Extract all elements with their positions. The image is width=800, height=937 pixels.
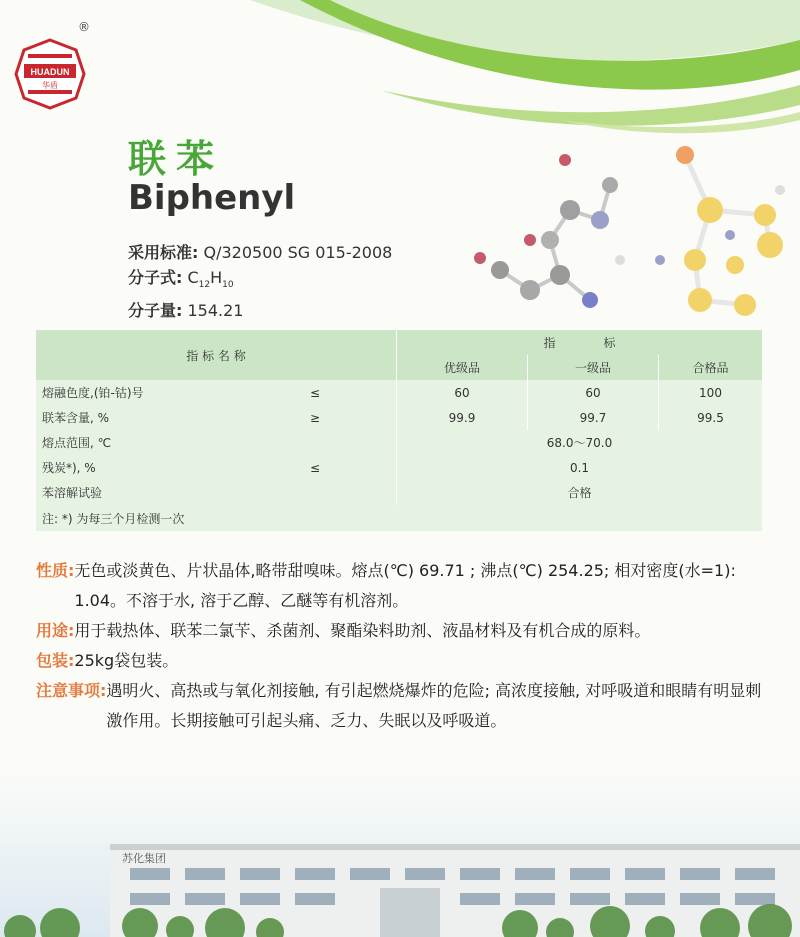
product-properties [36, 556, 766, 736]
huadun-logo [14, 38, 86, 110]
property-label: 注意事项: [36, 681, 107, 700]
table-row [36, 480, 762, 505]
row-merged-value: 合格 [397, 480, 763, 505]
row-operator: ≥ [304, 405, 397, 430]
formula-label: 分子式: [128, 268, 183, 287]
table-row [36, 380, 762, 405]
mw-value: 154.21 [187, 301, 244, 321]
property-text: 25kg袋包装。 [74, 651, 179, 670]
standard-label: 采用标准: [128, 243, 199, 262]
row-operator: ≤ [304, 380, 397, 405]
grade-header: 合格品 [659, 355, 763, 380]
property-nature [36, 556, 766, 616]
table-row [36, 455, 762, 480]
header-indicator: 指 标 [397, 330, 763, 355]
row-value: 100 [659, 380, 763, 405]
header-indicator-name: 指 标 名 称 [36, 330, 397, 380]
logo-cn-text: 华盾 [42, 81, 58, 90]
property-label: 包装: [36, 651, 75, 670]
row-value: 60 [528, 380, 659, 405]
property-text: 遇明火、高热或与氧化剂接触, 有引起燃烧爆炸的危险; 高浓度接触, 对呼吸道和眼睛有明显刺激作用。长期接触可引起头痛、乏力、失眠以及呼吸道。 [106, 681, 762, 730]
grade-header: 一级品 [528, 355, 659, 380]
row-name: 联苯含量, % [36, 405, 304, 430]
row-operator [304, 480, 397, 505]
logo-text: HUADUN [30, 67, 70, 77]
table-row [36, 405, 762, 430]
property-usage [36, 616, 766, 646]
factory-building-image [0, 768, 800, 937]
product-title-cn: 联苯 [128, 137, 225, 181]
row-merged-value: 0.1 [397, 455, 763, 480]
row-value: 99.7 [528, 405, 659, 430]
row-operator [304, 430, 397, 455]
building-sign: 苏化集团 [122, 852, 166, 865]
row-value: 60 [397, 380, 528, 405]
row-value: 99.9 [397, 405, 528, 430]
standard-value: Q/320500 SG 015-2008 [203, 243, 393, 262]
spec-header-row [36, 330, 762, 355]
property-text: 无色或淡黄色、片状晶体,略带甜嗅味。熔点(℃) 69.71 ; 沸点(℃) 254.25; 相对密度(水=1): 1.04。不溶于水, 溶于乙醇、乙醚等有机溶剂。 [74, 561, 736, 610]
table-row [36, 430, 762, 455]
grade-header: 优级品 [397, 355, 528, 380]
row-value: 99.5 [659, 405, 763, 430]
table-note: 注: *) 为每三个月检测一次 [36, 505, 762, 531]
row-merged-value: 68.0～70.0 [397, 430, 763, 455]
product-meta [128, 240, 392, 323]
row-name: 熔点范围, ℃ [36, 430, 304, 455]
property-label: 性质: [36, 561, 75, 580]
standard-line [128, 240, 392, 265]
mw-line [128, 298, 392, 323]
row-operator: ≤ [304, 455, 397, 480]
header-swoosh-graphic [0, 0, 800, 150]
spec-table [36, 330, 762, 531]
row-name: 残炭*), % [36, 455, 304, 480]
row-name: 熔融色度,(铂-钴)号 [36, 380, 304, 405]
product-title-en: Biphenyl [128, 178, 296, 218]
property-caution [36, 676, 766, 736]
table-note-row [36, 505, 762, 531]
molecule-illustration [460, 140, 800, 340]
row-name: 苯溶解试验 [36, 480, 304, 505]
mw-label: 分子量: [128, 301, 183, 321]
property-text: 用于载热体、联苯二氯苄、杀菌剂、聚酯染料助剂、液晶材料及有机合成的原料。 [74, 621, 651, 640]
property-packaging [36, 646, 766, 676]
formula-line [128, 265, 392, 298]
property-label: 用途: [36, 621, 75, 640]
formula-value: $C_{12}H_{10}$ [187, 268, 234, 291]
registered-mark: ® [78, 20, 90, 34]
